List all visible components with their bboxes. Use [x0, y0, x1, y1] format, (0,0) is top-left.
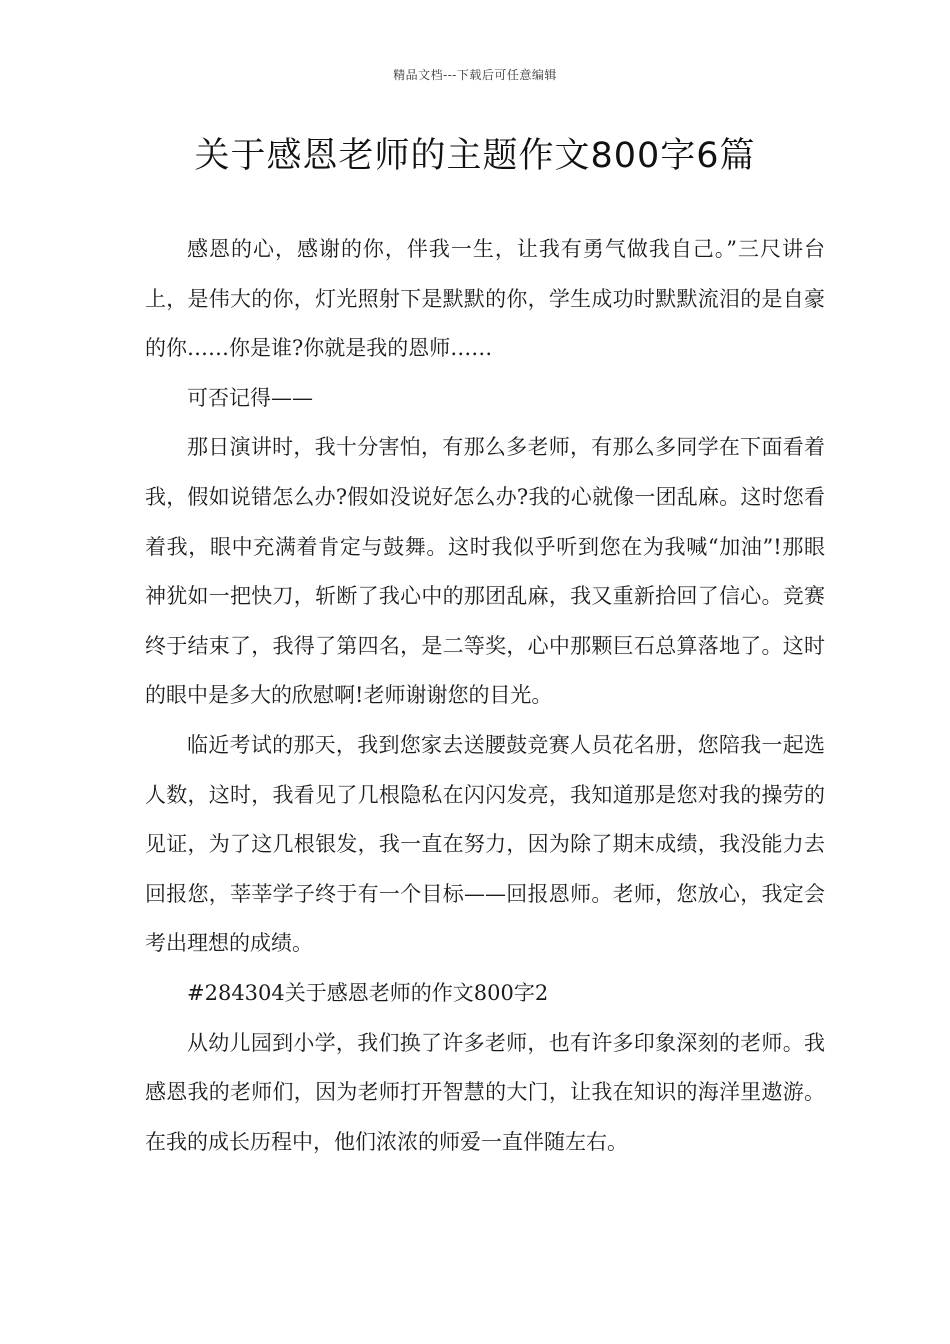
paragraph-exam: 临近考试的那天，我到您家去送腰鼓竞赛人员花名册，您陪我一起选人数，这时，我看见了几根隐私在闪闪发亮，我知道那是您对我的操劳的见证，为了这几根银发，我一直在努力，因为除了期末成绩，我没能力去回报您，莘莘学子终于有一个目标——回报恩师。老师，您放心，我定会考出理想的成绩。 [145, 732, 825, 956]
paragraph-speech: 那日演讲时，我十分害怕，有那么多老师，有那么多同学在下面看着我，假如说错怎么办?假如没说好怎么办?我的心就像一团乱麻。这时您看着我，眼中充满着肯定与鼓舞。这时我似乎听到您在为我喊“加油”!那眼神犹如一把快刀，斩断了我心中的那团乱麻，我又重新拾回了信心。竞赛终于结束了，我得了第四名，是二等奖，心中那颗巨石总算落地了。这时的眼中是多大的欣慰啊!老师谢谢您的目光。 [145, 435, 825, 708]
paragraph-remember: 可否记得—— [187, 385, 313, 410]
paragraph-kindergarten: 从幼儿园到小学，我们换了许多老师，也有许多印象深刻的老师。我感恩我的老师们，因为老师打开智慧的大门，让我在知识的海洋里遨游。在我的成长历程中，他们浓浓的师爱一直伴随左右。 [145, 1030, 825, 1154]
paragraph-intro: 感恩的心，感谢的你，伴我一生，让我有勇气做我自己。”三尺讲台上，是伟大的你，灯光照射下是默默的你，学生成功时默默流泪的是自豪的你……你是谁?你就是我的恩师…… [145, 237, 825, 361]
document-title: 关于感恩老师的主题作文800字6篇 [194, 136, 756, 176]
document-body [145, 225, 825, 1167]
section-heading: #284304关于感恩老师的作文800字2 [187, 980, 549, 1005]
header-note: 精品文档---下载后可任意编辑 [393, 68, 557, 82]
